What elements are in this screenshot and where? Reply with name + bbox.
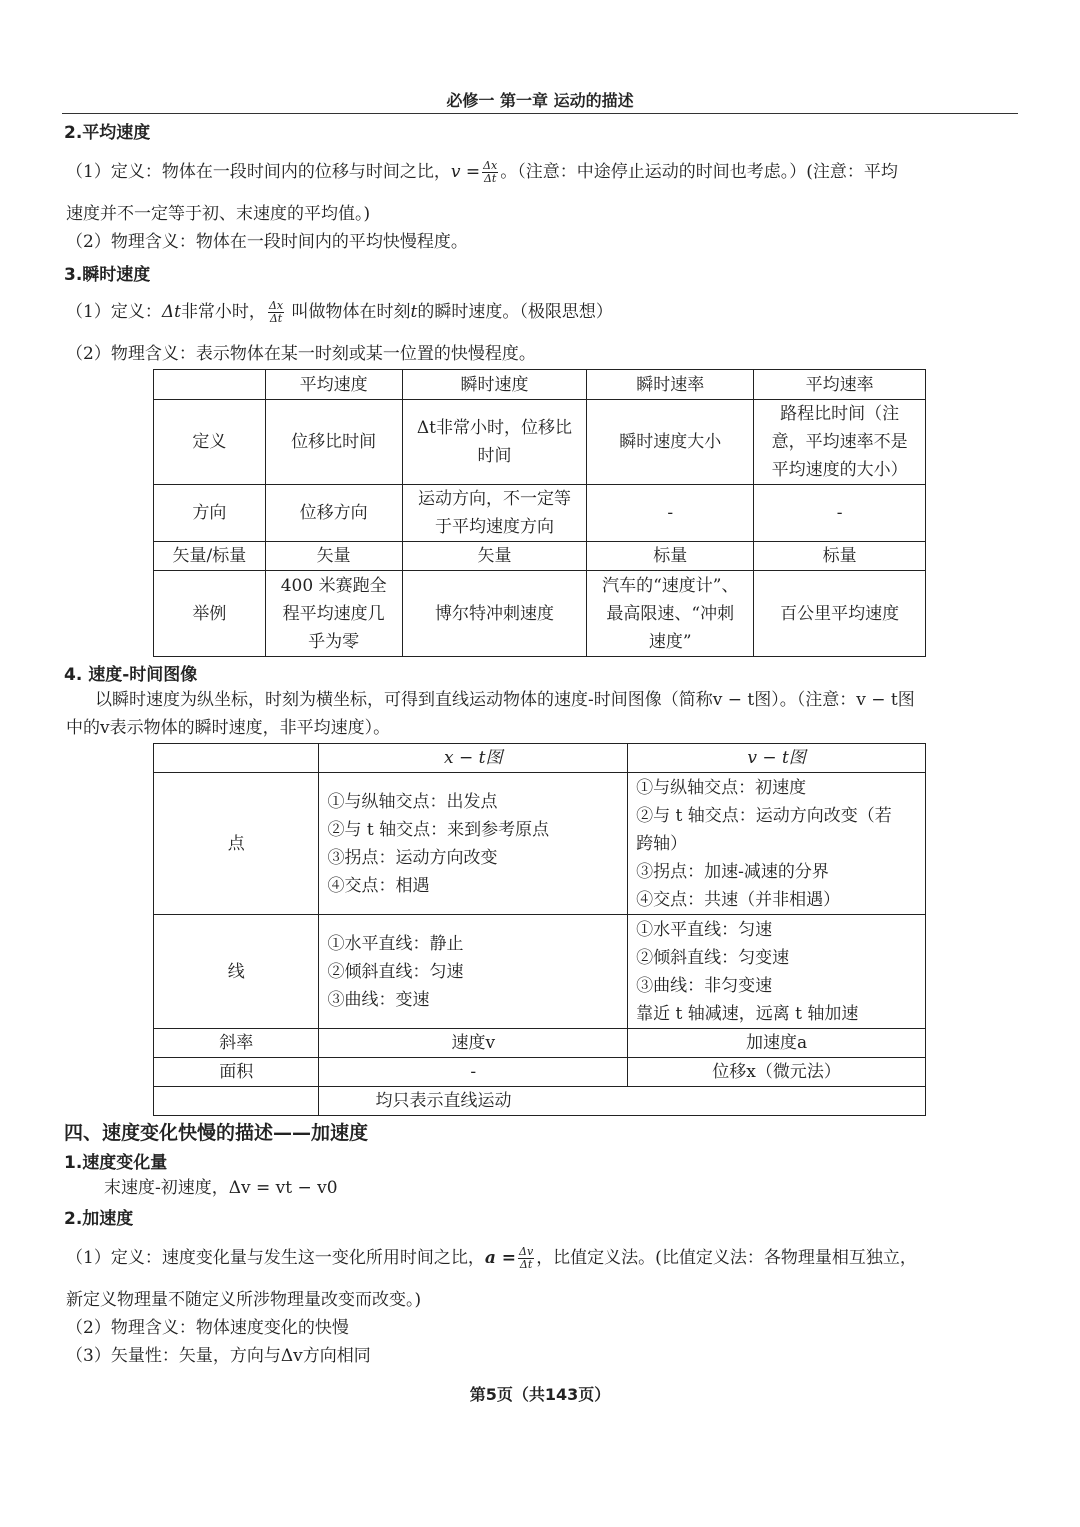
table-cell bbox=[628, 1058, 926, 1087]
column-header: x − t图 bbox=[319, 744, 628, 773]
cell-line: 位移x（微元法） bbox=[712, 1062, 841, 1082]
table-cell bbox=[319, 773, 628, 915]
cell-line: ③曲线：非匀变速 bbox=[636, 975, 773, 996]
cell-line: 速度v bbox=[451, 1033, 496, 1053]
cell-line: 定义 bbox=[192, 432, 227, 452]
cell-line: 速度” bbox=[648, 631, 692, 652]
column-header: 平均速率 bbox=[754, 370, 926, 400]
def-text: （1）定义： bbox=[66, 302, 162, 322]
table-header-row bbox=[154, 744, 926, 773]
table-cell bbox=[754, 542, 926, 571]
table-cell bbox=[402, 485, 587, 542]
cell-line: - bbox=[470, 1062, 477, 1082]
cell-line: 加速度a bbox=[745, 1033, 808, 1053]
cell-line: 平均速度的大小） bbox=[771, 460, 908, 480]
cell-line: 矢量 bbox=[316, 546, 351, 566]
cell-line: ③曲线：变速 bbox=[327, 989, 430, 1010]
cell-line: Δt非常小时，位移比 bbox=[416, 418, 573, 438]
table-cell bbox=[319, 1029, 628, 1058]
table-cell bbox=[154, 773, 319, 915]
cell-line: 博尔特冲刺速度 bbox=[434, 603, 554, 624]
average-velocity-definition-line2: 速度并不一定等于初、末速度的平均值。) bbox=[66, 204, 371, 224]
average-velocity-meaning: （2）物理含义：物体在一段时间内的平均快慢程度。 bbox=[66, 232, 468, 252]
table-row bbox=[154, 1029, 926, 1058]
cell-line: - bbox=[836, 503, 843, 523]
acceleration-meaning: （2）物理含义：物体速度变化的快慢 bbox=[66, 1318, 349, 1338]
table-cell bbox=[754, 571, 926, 657]
cell-line: 靠近 t 轴减速，远离 t 轴加速 bbox=[636, 1003, 859, 1024]
cell-line: ②倾斜直线：匀变速 bbox=[636, 947, 790, 968]
page-header: 必修一 第一章 运动的描述 bbox=[446, 91, 634, 110]
formula-fraction bbox=[268, 300, 284, 325]
cell-line: 方向 bbox=[192, 503, 227, 523]
cell-line: - bbox=[667, 503, 674, 523]
table-cell bbox=[402, 400, 587, 485]
fraction-denominator: Δt bbox=[269, 312, 283, 325]
table-cell bbox=[587, 571, 754, 657]
column-header bbox=[154, 744, 319, 773]
velocity-comparison-table bbox=[153, 369, 926, 657]
column-header: 瞬时速度 bbox=[402, 370, 587, 400]
table-cell bbox=[154, 1087, 319, 1116]
formula-var: a = bbox=[484, 1248, 517, 1268]
formula-fraction bbox=[518, 1246, 534, 1271]
cell-line: 最高限速、“冲刺 bbox=[606, 603, 735, 624]
section-title-instant-velocity: 3.瞬时速度 bbox=[64, 265, 151, 285]
table-header-row bbox=[154, 370, 926, 400]
table-cell bbox=[319, 915, 628, 1029]
section-title-acceleration: 四、速度变化快慢的描述——加速度 bbox=[64, 1122, 369, 1144]
cell-line: 标量 bbox=[822, 546, 857, 566]
def-text-mid: 非常小时， bbox=[180, 302, 266, 322]
table-cell bbox=[754, 485, 926, 542]
cell-line: 位移比时间 bbox=[291, 432, 377, 452]
acceleration-vector: （3）矢量性：矢量，方向与Δv方向相同 bbox=[66, 1346, 371, 1366]
fraction-denominator: Δt bbox=[519, 1258, 533, 1271]
table-cell bbox=[154, 571, 266, 657]
table-cell bbox=[402, 542, 587, 571]
table-cell bbox=[154, 400, 266, 485]
cell-line: 跨轴） bbox=[636, 833, 688, 854]
cell-line: 线 bbox=[227, 961, 245, 982]
table-cell bbox=[402, 571, 587, 657]
table-row bbox=[154, 542, 926, 571]
cell-line: ②与 t 轴交点：来到参考原点 bbox=[327, 819, 550, 840]
table-cell bbox=[154, 542, 266, 571]
formula-fraction bbox=[482, 160, 498, 185]
table-cell bbox=[154, 1029, 319, 1058]
table-cell bbox=[265, 400, 402, 485]
def-text-post: 叫做物体在时刻 bbox=[286, 302, 411, 322]
vt-graph-intro: 以瞬时速度为纵坐标，时刻为横坐标，可得到直线运动物体的速度-时间图像（简称v − t图）。（注意：v − t图 bbox=[95, 690, 915, 710]
cell-line: 意，平均速率不是 bbox=[771, 432, 908, 452]
column-header: 平均速度 bbox=[265, 370, 402, 400]
def-text-post: 。（注意：中途停止运动的时间也考虑。）(注意：平均 bbox=[500, 162, 898, 182]
fraction-numerator: Δx bbox=[483, 159, 498, 172]
instant-velocity-definition bbox=[66, 300, 613, 325]
cell-line: 程平均速度几 bbox=[282, 603, 385, 624]
def-text: （1）定义：速度变化量与发生这一变化所用时间之比， bbox=[66, 1248, 485, 1268]
cell-line: ①水平直线：静止 bbox=[327, 933, 464, 954]
cell-line: 矢量 bbox=[477, 546, 512, 566]
cell-line: ③拐点：运动方向改变 bbox=[327, 847, 498, 868]
cell-line: 标量 bbox=[653, 546, 688, 566]
cell-line: 时间 bbox=[477, 446, 512, 466]
formula-var: v = bbox=[450, 162, 481, 182]
table-row bbox=[154, 915, 926, 1029]
def-text-end: 的瞬时速度。（极限思想） bbox=[417, 302, 613, 322]
table-cell bbox=[265, 571, 402, 657]
average-velocity-definition bbox=[66, 160, 898, 185]
cell-line: 瞬时速度大小 bbox=[619, 432, 722, 452]
table-cell bbox=[587, 542, 754, 571]
table-cell-merged bbox=[319, 1087, 926, 1116]
cell-line: ①与纵轴交点：出发点 bbox=[327, 791, 498, 812]
section-title-average-velocity: 2.平均速度 bbox=[64, 123, 151, 143]
cell-line: ③拐点：加速-减速的分界 bbox=[636, 861, 829, 882]
cell-line: 均只表示直线运动 bbox=[375, 1091, 512, 1111]
cell-line: 于平均速度方向 bbox=[434, 517, 554, 537]
cell-line: 汽车的“速度计”、 bbox=[602, 575, 739, 596]
fraction-numerator: Δx bbox=[268, 299, 284, 312]
column-header: 瞬时速率 bbox=[587, 370, 754, 400]
fraction-denominator: Δt bbox=[483, 172, 497, 185]
column-header: v − t图 bbox=[628, 744, 926, 773]
acceleration-definition-line2: 新定义物理量不随定义所涉物理量改变而改变。) bbox=[66, 1290, 422, 1310]
cell-line: 面积 bbox=[219, 1062, 254, 1082]
vt-graph-intro-line2: 中的v表示物体的瞬时速度，非平均速度）。 bbox=[66, 718, 391, 738]
subsection-title-velocity-change: 1.速度变化量 bbox=[64, 1153, 168, 1173]
xt-vt-comparison-table bbox=[153, 743, 926, 1116]
cell-line: ①与纵轴交点：初速度 bbox=[636, 777, 807, 798]
header-rule bbox=[62, 113, 1018, 114]
table-cell bbox=[319, 1058, 628, 1087]
page-footer: 第5页（共143页） bbox=[469, 1385, 611, 1404]
table-cell bbox=[265, 485, 402, 542]
table-cell bbox=[628, 773, 926, 915]
table-row bbox=[154, 1087, 926, 1116]
table-row bbox=[154, 400, 926, 485]
cell-line: 400 米赛跑全 bbox=[280, 575, 387, 596]
table-cell bbox=[265, 542, 402, 571]
cell-line: ④交点：相遇 bbox=[327, 875, 430, 896]
def-text: （1）定义：物体在一段时间内的位移与时间之比， bbox=[66, 162, 451, 182]
table-row bbox=[154, 571, 926, 657]
table-cell bbox=[154, 1058, 319, 1087]
table-cell bbox=[154, 485, 266, 542]
cell-line: 矢量/标量 bbox=[172, 546, 247, 566]
cell-line: ④交点：共速（并非相遇） bbox=[636, 889, 841, 910]
table-row bbox=[154, 773, 926, 915]
velocity-change-formula: 末速度-初速度，Δv = vt − v0 bbox=[104, 1178, 338, 1198]
column-header bbox=[154, 370, 266, 400]
cell-line: 路程比时间（注 bbox=[780, 404, 900, 424]
table-cell bbox=[754, 400, 926, 485]
table-cell bbox=[587, 485, 754, 542]
cell-line: ②倾斜直线：匀速 bbox=[327, 961, 464, 982]
cell-line: 斜率 bbox=[219, 1033, 254, 1053]
cell-line: 乎为零 bbox=[308, 631, 360, 652]
acceleration-definition bbox=[66, 1246, 917, 1271]
table-cell bbox=[154, 915, 319, 1029]
table-row bbox=[154, 1058, 926, 1087]
cell-line: 位移方向 bbox=[299, 503, 368, 523]
cell-line: 点 bbox=[227, 833, 245, 854]
cell-line: ②与 t 轴交点：运动方向改变（若 bbox=[636, 805, 892, 826]
table-cell bbox=[628, 1029, 926, 1058]
time-t: t bbox=[410, 302, 418, 322]
section-title-vt-graph: 4. 速度-时间图像 bbox=[64, 665, 198, 685]
def-text-post: ，比值定义法。(比值定义法：各物理量相互独立， bbox=[536, 1248, 917, 1268]
table-cell bbox=[587, 400, 754, 485]
subsection-title-acceleration: 2.加速度 bbox=[64, 1209, 134, 1229]
cell-line: 举例 bbox=[192, 603, 227, 624]
fraction-numerator: Δv bbox=[519, 1245, 534, 1258]
delta-t: Δt bbox=[161, 302, 181, 322]
table-cell bbox=[628, 915, 926, 1029]
cell-line: ①水平直线：匀速 bbox=[636, 919, 773, 940]
cell-line: 运动方向，不一定等 bbox=[417, 489, 571, 509]
cell-line: 百公里平均速度 bbox=[780, 603, 900, 624]
table-row bbox=[154, 485, 926, 542]
instant-velocity-meaning: （2）物理含义：表示物体在某一时刻或某一位置的快慢程度。 bbox=[66, 344, 536, 364]
